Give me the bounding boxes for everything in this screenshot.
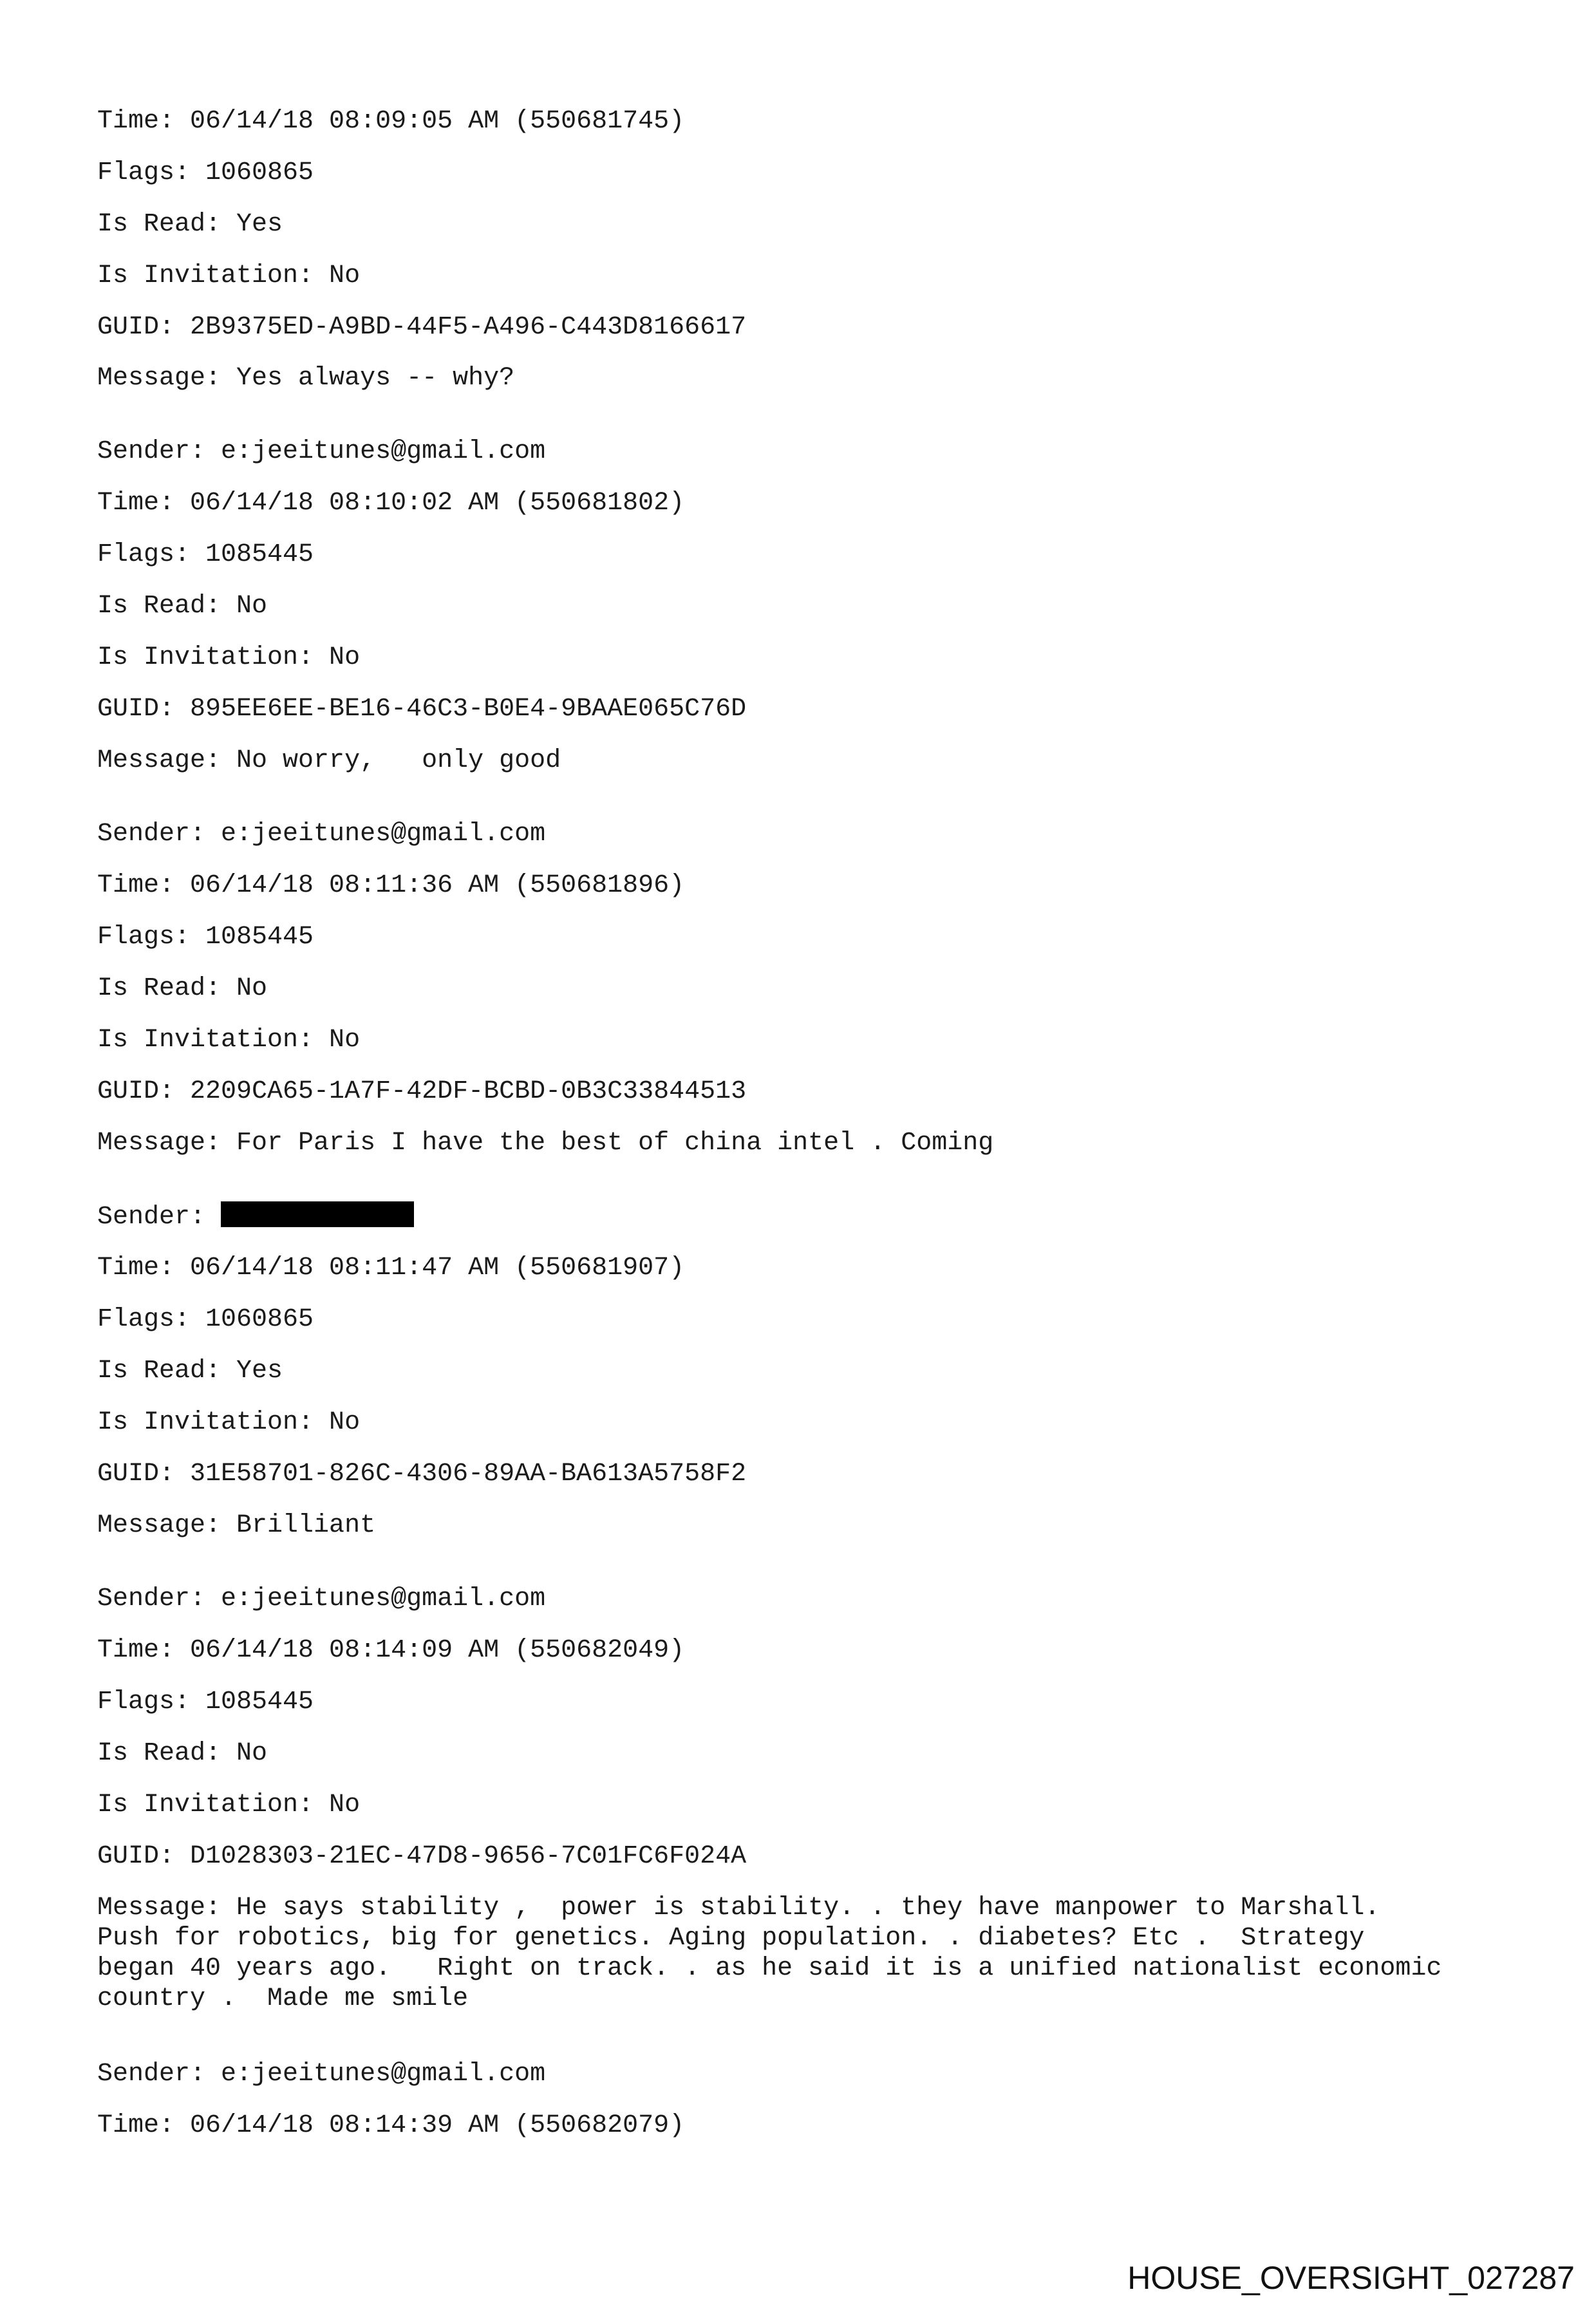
bates-number: HOUSE_OVERSIGHT_027287	[1127, 2260, 1575, 2296]
entry-message: Message: Yes always -- why?	[97, 364, 515, 393]
entry-is-invitation: Is Invitation: No	[97, 261, 361, 290]
entry-sender: Sender: e:jeeitunes@gmail.com	[97, 437, 546, 466]
entry-time: Time: 06/14/18 08:10:02 AM (550681802)	[97, 489, 685, 518]
entry-message: Message: He says stability , power is stability. . they have manpower to Marshall. Push for robotics, big for genetics. Aging population. . diabetes? Etc . Strategy began 40 years ago. Right on track. . as he said it is a unified nationalist economic country . Made me smile	[97, 1894, 1442, 2013]
entry-time: Time: 06/14/18 08:11:36 AM (550681896)	[97, 871, 685, 900]
entry-is-read: Is Read: Yes	[97, 1357, 283, 1386]
entry-guid: GUID: 895EE6EE-BE16-46C3-B0E4-9BAAE065C76D	[97, 695, 747, 724]
entry-is-invitation: Is Invitation: No	[97, 1791, 361, 1819]
entry-is-invitation: Is Invitation: No	[97, 643, 361, 672]
entry-flags: Flags: 1085445	[97, 1687, 314, 1716]
entry-time: Time: 06/14/18 08:11:47 AM (550681907)	[97, 1254, 685, 1283]
entry-sender-label: Sender:	[97, 1203, 221, 1232]
entry-time: Time: 06/14/18 08:14:09 AM (550682049)	[97, 1636, 685, 1665]
entry-is-invitation: Is Invitation: No	[97, 1408, 361, 1437]
entry-guid: GUID: 2B9375ED-A9BD-44F5-A496-C443D8166617	[97, 313, 747, 342]
entry-time: Time: 06/14/18 08:09:05 AM (550681745)	[97, 107, 685, 136]
entry-is-read: Is Read: No	[97, 592, 268, 621]
entry-is-read: Is Read: Yes	[97, 210, 283, 239]
entry-message: Message: Brilliant	[97, 1511, 376, 1540]
entry-time: Time: 06/14/18 08:14:39 AM (550682079)	[97, 2111, 685, 2140]
entry-guid: GUID: 31E58701-826C-4306-89AA-BA613A5758F2	[97, 1460, 747, 1489]
entry-is-read: Is Read: No	[97, 974, 268, 1003]
redaction-block	[221, 1201, 414, 1227]
entry-sender: Sender: e:jeeitunes@gmail.com	[97, 820, 546, 849]
entry-is-invitation: Is Invitation: No	[97, 1026, 361, 1055]
entry-flags: Flags: 1060865	[97, 1305, 314, 1334]
entry-guid: GUID: D1028303-21EC-47D8-9656-7C01FC6F024A	[97, 1842, 747, 1871]
entry-guid: GUID: 2209CA65-1A7F-42DF-BCBD-0B3C33844513	[97, 1077, 747, 1106]
entry-flags: Flags: 1085445	[97, 540, 314, 569]
entry-sender: Sender: e:jeeitunes@gmail.com	[97, 1584, 546, 1613]
entry-sender-row	[97, 1201, 414, 1232]
entry-flags: Flags: 1085445	[97, 923, 314, 952]
entry-message: Message: No worry, only good	[97, 746, 561, 775]
entry-message: Message: For Paris I have the best of china intel . Coming	[97, 1129, 994, 1158]
entry-flags: Flags: 1060865	[97, 158, 314, 187]
entry-is-read: Is Read: No	[97, 1739, 268, 1768]
entry-sender: Sender: e:jeeitunes@gmail.com	[97, 2060, 546, 2089]
